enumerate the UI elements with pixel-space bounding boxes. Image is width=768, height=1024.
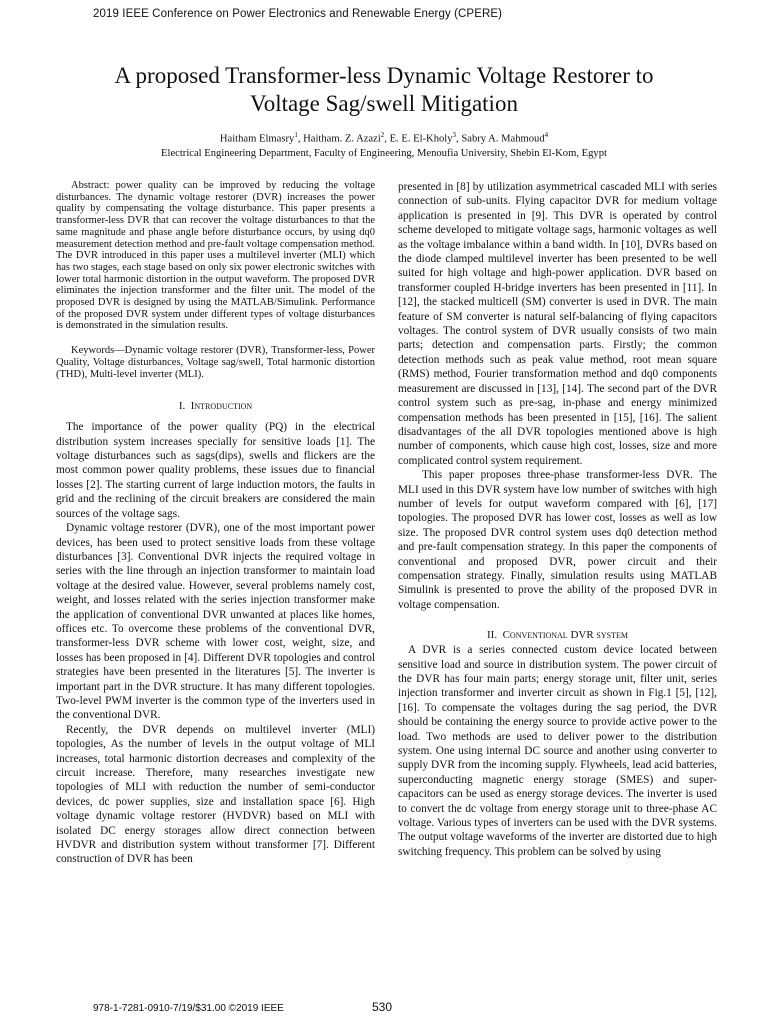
section-number: II. bbox=[487, 629, 498, 642]
affiliation: Electrical Engineering Department, Faculty of Engineering, Menoufia University, Shebin El-Kom, Egypt bbox=[161, 147, 607, 159]
body-paragraph: A DVR is a series connected custom device located between sensitive load and source in distribution system. The power circuit of the DVR has four main parts; energy storage unit, filter unit, series injection transformer and inverter circuit as shown in Fig.1 [5], [12], [16]. To compensate the voltages during the sag period, the DVR should be containing the energy source to provide active power to the load. Two methods are used to deliver power to the distribution system. One using internal DC source and another using converter to supply DVR from the incoming supply. Flywheels, lead acid batteries, superconducting magnetic energy storage (SMES) and super-capacitors can be used as energy storage devices. The inverter is used to convert the dc voltage from energy storage unit to three-phase AC voltage. Various types of inverters can be used with the DVR systems. The output voltage waveforms of the inverter are distorted due to high switching frequency. This problem can be solved by using bbox=[398, 644, 717, 858]
author-block bbox=[40, 128, 728, 161]
body-paragraph: The importance of the power quality (PQ) in the electrical distribution system increases specially for sensitive loads [1]. The voltage disturbances such as sags(dips), swells and flickers are the most common power quality problems, these issues due to financial losses [2]. The starting current of large induction motors, the faults in grid and the reclining of the circuit breakers are considered the main sources of the voltage sags. bbox=[56, 421, 375, 520]
title-line-2: Voltage Sag/swell Mitigation bbox=[250, 91, 518, 116]
body-paragraph: Dynamic voltage restorer (DVR), one of the most important power devices, has been used to protect sensitive loads from these voltage disturbances [3]. Conventional DVR injects the required voltage in series with the line through an injection transformer to maintain load voltage at the desired value. However, several problems namely cost, weight, and losses related with the series injection transformer make the application of conventional DVR unwanted at places like homes, offices etc. To overcome these problems of the conventional DVR, transformer-less DVR scheme with lower cost, weight, size, and losses has been proposed in [4]. Different DVR topologies and control strategies have been presented in the literatures [5]. The inverter is important part in the DVR structure. It has many different topologies. Two-level PWM inverter is the common type of the inverters used in the conventional DVR. bbox=[56, 522, 375, 722]
abstract: Abstract: power quality can be improved by reducing the voltage disturbances. The dynamic voltage restorer (DVR) increases the power quality by compensating the voltage disturbance. This paper presents a transformer-less DVR that can recover the voltage disturbances to that the same magnitude and phase angle before disturbance occurs, by using dq0 measurement detection method and pre-fault voltage compensation method. The DVR introduced in this paper uses a multilevel inverter (MLI) which has two stages, each stage based on only six power electronic switches with lower total harmonic distortion in the output waveform. The proposed DVR eliminates the injection transformer and the filter unit. The model of the proposed DVR is designed by using the MATLAB/Simulink. Performance of the proposed DVR system under different types of voltage disturbances is demonstrated in the simulation results. bbox=[56, 180, 375, 332]
section-heading-conventional-dvr bbox=[398, 629, 717, 641]
keywords: Keywords—Dynamic voltage restorer (DVR), Transformer-less, Power Quality, Voltage disturbances, Voltage sag/swell, Total harmonic distortion (THD), Multi-level inverter (MLI). bbox=[56, 345, 375, 380]
author-list: Haitham Elmasry$^1$, Haitham. Z. Azazi$^2$, E. E. El-Kholy$^3$, Sabry A. Mahmoud$^4$ bbox=[219, 131, 549, 145]
author-name: Haitham. Z. Azazi bbox=[303, 133, 381, 145]
section-heading-introduction bbox=[56, 400, 375, 412]
section-title: Conventional DVR system bbox=[502, 629, 628, 642]
title-line-1: A proposed Transformer-less Dynamic Voltage Restorer to bbox=[114, 63, 654, 88]
section-number: I. bbox=[178, 400, 186, 413]
paper-title bbox=[40, 62, 728, 118]
section-title: Introduction bbox=[190, 400, 253, 413]
author-name: E. E. El-Kholy bbox=[389, 133, 453, 145]
right-column bbox=[398, 180, 717, 859]
author-affil-mark: 1 bbox=[294, 131, 298, 139]
author-affil-mark: 2 bbox=[380, 131, 385, 139]
body-paragraph: presented in [8] by utilization asymmetrical cascaded MLI with series connection of sub-units. Flying capacitor DVR for medium voltage application is presented in [9]. This DVR is operated by control scheme developed to mitigate voltage sags, harmonic voltages as well as the voltage imbalance within a band width. In [10], DVRs based on the diode clamped multilevel inverter has been presented to be well suited for high voltage and high-power application. DVR based on transformer coupled H-bridge inverters has been presented in [11]. In [12], the stacked multicell (SM) converter is used in DVR. The main feature of SM converter is natural self-balancing of flying capacitors voltages. The control system of DVR usually consists of two main parts; detection and compensation parts. Firstly; the common detection methods such as peak value method, root mean square (RMS) method, Fourier transformation method and dq0 components measurement are discussed in [13], [14]. The second part of the DVR control system such as pre-sag, in-phase and energy minimized compensation methods has been presented in [15], [16]. The salient disadvantages of the all DVR topologies mentioned above is high number of components, which cause high cost, losses, size and more complicated control system requirement. bbox=[398, 181, 717, 467]
author-name: Sabry A. Mahmoud bbox=[461, 133, 545, 145]
author-affil-mark: 4 bbox=[544, 131, 549, 139]
conference-header: 2019 IEEE Conference on Power Electronics and Renewable Energy (CPERE) bbox=[93, 8, 503, 20]
left-column bbox=[56, 180, 375, 867]
body-paragraph: This paper proposes three-phase transformer-less DVR. The MLI used in this DVR system have low number of switches with high number of levels for output waveform compared with [6], [17] topologies. The proposed DVR has lower cost, losses as well as low size. The proposed DVR control system uses dq0 detection method and pre-fault compensation strategy. In this paper the components of conventional and proposed DVR, power circuit and their compensation strategy. Finally, simulation results using MATLAB Simulink is presented to prove the ability of the proposed DVR in voltage compensation. bbox=[398, 469, 717, 611]
body-paragraph: Recently, the DVR depends on multilevel inverter (MLI) topologies, As the number of levels in the output voltage of MLI increases, total harmonic distortion decreases and complexity of the circuit increase. Therefore, many researches investigate new topologies of MLI with reduction the number of semi-conductor devices, dc power supplies, size and installation space [6]. High voltage dynamic voltage restorer (HVDVR) based on MLI with isolated DC energy storages allow direct connection between HVDVR and distribution system without transformer [7]. Different construction of DVR has been bbox=[56, 723, 375, 866]
author-name: Haitham Elmasry bbox=[219, 133, 295, 145]
author-affil-mark: 3 bbox=[452, 131, 457, 139]
copyright-code: 978-1-7281-0910-7/19/$31.00 ©2019 IEEE bbox=[93, 1003, 284, 1014]
page-number: 530 bbox=[372, 1000, 393, 1014]
